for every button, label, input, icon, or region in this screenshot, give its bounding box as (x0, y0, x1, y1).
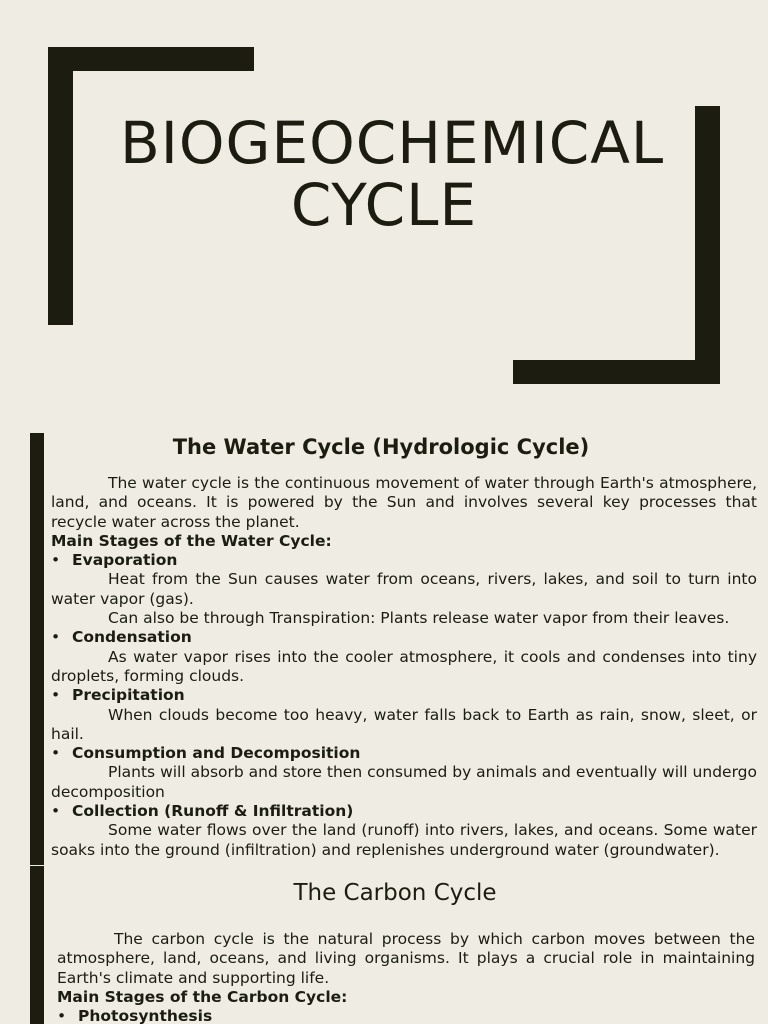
stage-consumption: • Consumption and Decomposition (51, 744, 361, 763)
stage-photosynthesis: • Photosynthesis (57, 1007, 755, 1024)
carbon-cycle-heading: The Carbon Cycle (293, 880, 497, 906)
stage-collection-text: Some water flows over the land (runoff) into rivers, lakes, and oceans. Some water soaks into the ground (infiltration) and replenishes underground water (groundwater). (51, 821, 757, 859)
stage-collection: • Collection (Runoff & Infiltration) (51, 802, 354, 821)
stage-evaporation-text: Heat from the Sun causes water from oceans, rivers, lakes, and soil to turn into water vapor (gas). (51, 570, 757, 608)
bullet-icon: • (51, 686, 61, 705)
slide-accent-bar (30, 433, 44, 865)
stage-consumption-text: Plants will absorb and store then consumed by animals and eventually will undergo decomposition (51, 763, 757, 801)
carbon-cycle-intro: The carbon cycle is the natural process by which carbon moves between the atmosphere, land, oceans, and living organisms. It plays a crucial role in maintaining Earth's climate and supporting life. (57, 930, 755, 987)
stage-evaporation-extra: Can also be through Transpiration: Plants release water vapor from their leaves. (108, 609, 730, 628)
stage-precipitation: • Precipitation (51, 686, 185, 705)
corner-bracket-top-left-vertical (48, 47, 73, 325)
corner-bracket-top-left-horizontal (48, 47, 254, 71)
stage-precipitation-text: When clouds become too heavy, water falls back to Earth as rain, snow, sleet, or hail. (51, 705, 757, 743)
bullet-icon: • (51, 551, 61, 570)
bullet-icon: • (51, 802, 61, 821)
water-stages-heading: Main Stages of the Water Cycle: (51, 531, 332, 550)
water-cycle-intro: The water cycle is the continuous movement of water through Earth's atmosphere, land, and oceans. It is powered by the Sun and involves several key processes that recycle water across the planet. (51, 474, 757, 531)
carbon-stages-heading: Main Stages of the Carbon Cycle: (57, 987, 348, 1006)
stage-condensation-text: As water vapor rises into the cooler atmosphere, it cools and condenses into tiny droplets, forming clouds. (51, 647, 757, 685)
bullet-icon: • (51, 628, 61, 647)
corner-bracket-bottom-right-vertical (695, 106, 720, 384)
slide-title: BIOGEOCHEMICAL CYCLE (120, 109, 665, 239)
bullet-icon: • (51, 744, 61, 763)
stage-evaporation: • Evaporation (51, 551, 178, 570)
slide-accent-bar (30, 866, 44, 1024)
water-cycle-heading: The Water Cycle (Hydrologic Cycle) (172, 435, 590, 459)
water-cycle-slide (0, 433, 768, 865)
bullet-icon: • (57, 1007, 67, 1024)
carbon-cycle-slide (0, 866, 768, 1024)
stage-condensation: • Condensation (51, 628, 192, 647)
corner-bracket-bottom-right-horizontal (513, 360, 720, 384)
